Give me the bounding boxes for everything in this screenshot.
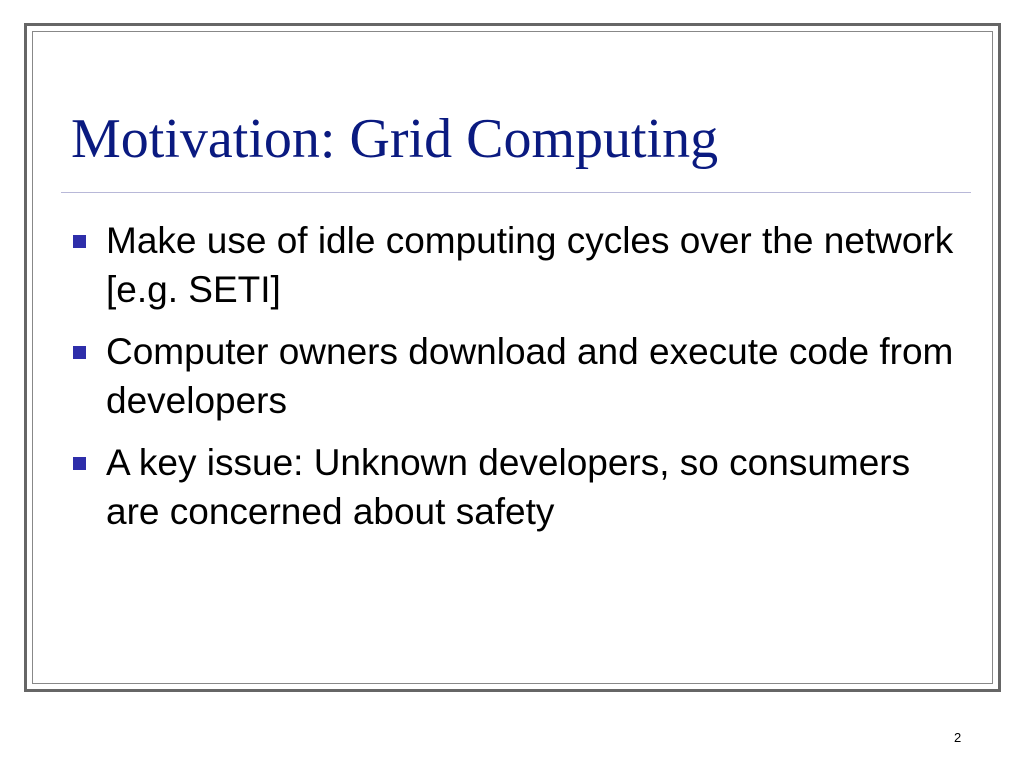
square-bullet-icon	[73, 346, 86, 359]
title-divider	[61, 192, 971, 193]
bullet-list	[73, 216, 963, 549]
square-bullet-icon	[73, 235, 86, 248]
bullet-text: Make use of idle computing cycles over the network [e.g. SETI]	[106, 220, 954, 310]
square-bullet-icon	[73, 457, 86, 470]
slide-title: Motivation: Grid Computing	[71, 108, 719, 170]
page-number: 2	[954, 730, 962, 745]
bullet-text: Computer owners download and execute code from developers	[106, 331, 954, 421]
bullet-item	[73, 327, 963, 425]
bullet-item	[73, 438, 963, 536]
slide-frame	[24, 23, 1001, 692]
bullet-text: A key issue: Unknown developers, so consumers are concerned about safety	[106, 442, 911, 532]
bullet-item	[73, 216, 963, 314]
